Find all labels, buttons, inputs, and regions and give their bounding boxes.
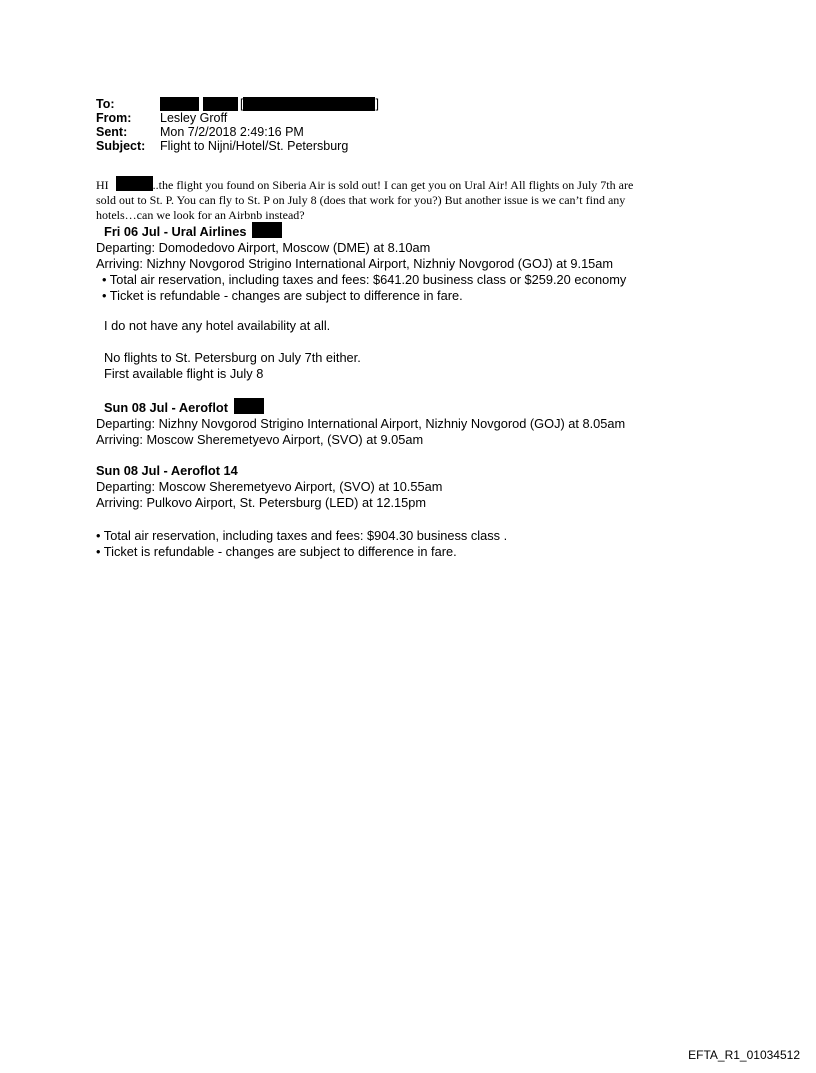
arriving-line: Arriving: Nizhny Novgorod Strigino International Airport, Nizhniy Novgorod (GOJ) at 9.15am xyxy=(96,256,614,271)
intro-line-text: ..the flight you found on Siberia Air is sold out! I can get you on Ural Air! All flights on July 7th are xyxy=(152,178,634,192)
flight-title: Sun 08 Jul - Aeroflot 14 xyxy=(96,463,238,478)
intro-line: sold out to St. P. You can fly to St. P on July 8 (does that work for you?) But another issue is we can’t find any xyxy=(96,193,626,207)
intro-paragraph xyxy=(96,176,726,223)
bullet-item: • Ticket is refundable - changes are subject to difference in fare. xyxy=(96,544,457,559)
to-label: To: xyxy=(96,97,115,111)
email-header xyxy=(96,97,379,153)
intro-line: hotels…can we look for an Airbnb instead? xyxy=(96,208,305,222)
to-row xyxy=(96,97,379,111)
flight-2 xyxy=(96,398,625,448)
document-id: EFTA_R1_01034512 xyxy=(688,1048,800,1062)
close-bracket: ] xyxy=(375,97,379,111)
flight-title: Fri 06 Jul - Ural Airlines xyxy=(96,222,626,240)
hotel-note: I do not have any hotel availability at all. xyxy=(104,318,331,333)
departing-line: Departing: Nizhny Novgorod Strigino International Airport, Nizhniy Novgorod (GOJ) at 8.05am xyxy=(96,416,626,431)
redaction-box xyxy=(203,97,238,111)
subject-label: Subject: xyxy=(96,139,146,153)
subject-value: Flight to Nijni/Hotel/St. Petersburg xyxy=(160,139,349,153)
flight-title: Sun 08 Jul - Aeroflot xyxy=(96,398,625,416)
flight-3 xyxy=(96,463,442,511)
greeting: HI xyxy=(96,178,109,192)
open-bracket: [ xyxy=(240,97,244,111)
sent-label: Sent: xyxy=(96,125,128,139)
first-available-line: First available flight is July 8 xyxy=(104,366,264,381)
arriving-line: Arriving: Pulkovo Airport, St. Petersburg (LED) at 12.15pm xyxy=(96,495,427,510)
bullet-item: • Ticket is refundable - changes are subject to difference in fare. xyxy=(102,288,463,303)
flight-1 xyxy=(96,222,626,304)
from-value: Lesley Groff xyxy=(160,111,228,125)
from-row xyxy=(96,111,379,125)
bullet-item: • Total air reservation, including taxes and fees: $641.20 business class or $259.20 economy xyxy=(102,272,627,287)
departing-line: Departing: Domodedovo Airport, Moscow (DME) at 8.10am xyxy=(96,240,431,255)
departing-line: Departing: Moscow Sheremetyevo Airport, (SVO) at 10.55am xyxy=(96,479,443,494)
no-flights-line: No flights to St. Petersburg on July 7th either. xyxy=(104,350,361,365)
redaction-box xyxy=(243,97,375,111)
redaction-box xyxy=(252,222,282,238)
totals xyxy=(96,528,507,560)
redaction-box xyxy=(234,398,264,414)
intro-line xyxy=(96,176,726,193)
bullet-item: • Total air reservation, including taxes and fees: $904.30 business class . xyxy=(96,528,508,543)
subject-row xyxy=(96,139,379,153)
flights-note xyxy=(104,350,361,382)
redaction-box xyxy=(160,97,199,111)
sent-row xyxy=(96,125,379,139)
redaction-box xyxy=(116,176,153,191)
arriving-line: Arriving: Moscow Sheremetyevo Airport, (SVO) at 9.05am xyxy=(96,432,424,447)
from-label: From: xyxy=(96,111,132,125)
sent-value: Mon 7/2/2018 2:49:16 PM xyxy=(160,125,304,139)
